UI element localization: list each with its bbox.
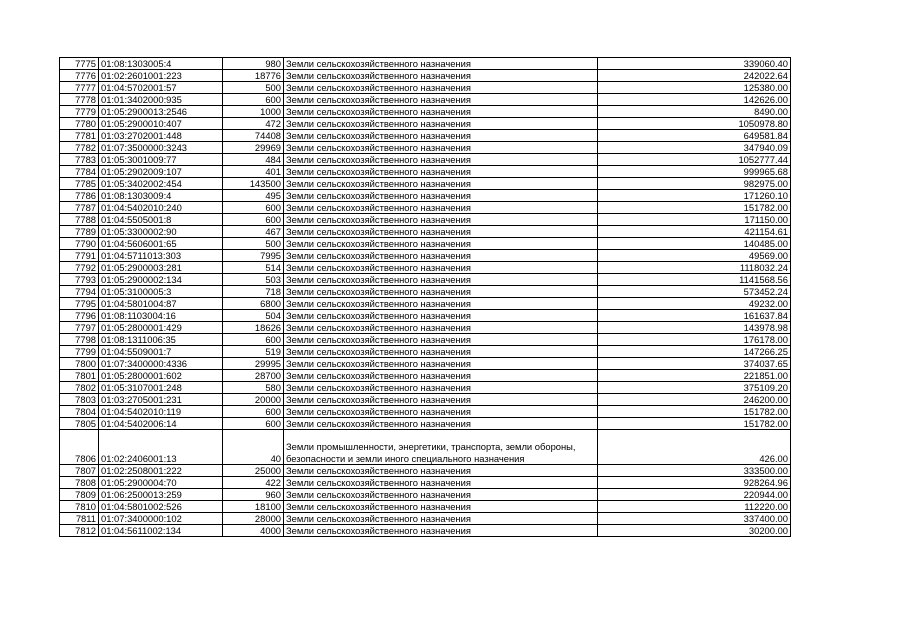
cadastral-number-cell: 01:05:2900002:134 <box>99 274 223 286</box>
table-row <box>60 394 791 406</box>
row-number-cell: 7782 <box>60 142 99 154</box>
row-number-cell: 7805 <box>60 418 99 430</box>
row-number-cell: 7777 <box>60 82 99 94</box>
land-category-cell: Земли сельскохозяйственного назначения <box>284 358 598 370</box>
area-cell: 18100 <box>223 501 284 513</box>
area-cell: 718 <box>223 286 284 298</box>
cadastral-value-cell: 143978.98 <box>598 322 791 334</box>
land-category-cell: Земли сельскохозяйственного назначения <box>284 142 598 154</box>
cadastral-value-cell: 221851.00 <box>598 370 791 382</box>
row-number-cell: 7796 <box>60 310 99 322</box>
table-row <box>60 382 791 394</box>
cadastral-number-cell: 01:04:5505001:8 <box>99 214 223 226</box>
cadastral-number-cell: 01:07:3400000:102 <box>99 513 223 525</box>
table-row <box>60 298 791 310</box>
area-cell: 600 <box>223 94 284 106</box>
cadastral-value-cell: 140485.00 <box>598 238 791 250</box>
cadastral-number-cell: 01:07:3400000:4336 <box>99 358 223 370</box>
cadastral-number-cell: 01:04:5402010:240 <box>99 202 223 214</box>
land-category-cell: Земли сельскохозяйственного назначения <box>284 489 598 501</box>
cadastral-value-cell: 333500.00 <box>598 465 791 477</box>
cadastral-number-cell: 01:05:2900010:407 <box>99 118 223 130</box>
cadastral-value-cell: 125380.00 <box>598 82 791 94</box>
cadastral-value-cell: 982975.00 <box>598 178 791 190</box>
row-number-cell: 7803 <box>60 394 99 406</box>
land-category-cell: Земли сельскохозяйственного назначения <box>284 118 598 130</box>
table-row <box>60 190 791 202</box>
land-category-cell: Земли сельскохозяйственного назначения <box>284 226 598 238</box>
area-cell: 495 <box>223 190 284 202</box>
cadastral-value-cell: 337400.00 <box>598 513 791 525</box>
table-row <box>60 142 791 154</box>
land-category-cell: Земли сельскохозяйственного назначения <box>284 286 598 298</box>
area-cell: 29969 <box>223 142 284 154</box>
area-cell: 503 <box>223 274 284 286</box>
cadastral-value-cell: 220944.00 <box>598 489 791 501</box>
row-number-cell: 7802 <box>60 382 99 394</box>
area-cell: 29995 <box>223 358 284 370</box>
cadastral-value-cell: 151782.00 <box>598 418 791 430</box>
land-category-cell: Земли сельскохозяйственного назначения <box>284 346 598 358</box>
table-row <box>60 70 791 82</box>
land-category-cell: Земли сельскохозяйственного назначения <box>284 190 598 202</box>
area-cell: 600 <box>223 214 284 226</box>
row-number-cell: 7785 <box>60 178 99 190</box>
row-number-cell: 7780 <box>60 118 99 130</box>
cadastral-number-cell: 01:08:1103004:16 <box>99 310 223 322</box>
area-cell: 422 <box>223 477 284 489</box>
land-category-cell: Земли сельскохозяйственного назначения <box>284 513 598 525</box>
area-cell: 500 <box>223 238 284 250</box>
row-number-cell: 7778 <box>60 94 99 106</box>
land-category-cell: Земли сельскохозяйственного назначения <box>284 214 598 226</box>
area-cell: 472 <box>223 118 284 130</box>
table-row <box>60 130 791 142</box>
table-row <box>60 525 791 537</box>
cadastral-value-cell: 171260.10 <box>598 190 791 202</box>
land-plots-table <box>59 57 791 537</box>
cadastral-number-cell: 01:04:5611002:134 <box>99 525 223 537</box>
land-category-cell: Земли сельскохозяйственного назначения <box>284 310 598 322</box>
row-number-cell: 7811 <box>60 513 99 525</box>
cadastral-number-cell: 01:03:2702001:448 <box>99 130 223 142</box>
land-category-cell: Земли сельскохозяйственного назначения <box>284 274 598 286</box>
land-category-cell: Земли сельскохозяйственного назначения <box>284 298 598 310</box>
area-cell: 74408 <box>223 130 284 142</box>
table-row <box>60 465 791 477</box>
table-row <box>60 166 791 178</box>
land-category-cell: Земли сельскохозяйственного назначения <box>284 166 598 178</box>
cadastral-number-cell: 01:08:1303009:4 <box>99 190 223 202</box>
cadastral-value-cell: 30200.00 <box>598 525 791 537</box>
cadastral-value-cell: 246200.00 <box>598 394 791 406</box>
land-category-cell: Земли сельскохозяйственного назначения <box>284 370 598 382</box>
row-number-cell: 7795 <box>60 298 99 310</box>
cadastral-value-cell: 573452.24 <box>598 286 791 298</box>
row-number-cell: 7793 <box>60 274 99 286</box>
land-category-cell: Земли сельскохозяйственного назначения <box>284 334 598 346</box>
table-row <box>60 346 791 358</box>
table-row <box>60 489 791 501</box>
table-row <box>60 94 791 106</box>
land-category-cell: Земли сельскохозяйственного назначения <box>284 106 598 118</box>
table-row <box>60 274 791 286</box>
table-row <box>60 430 791 465</box>
land-category-cell: Земли промышленности, энергетики, транспорта, земли обороны, безопасности и земли иного специального назначения <box>284 430 598 465</box>
row-number-cell: 7797 <box>60 322 99 334</box>
cadastral-value-cell: 374037.65 <box>598 358 791 370</box>
land-category-cell: Земли сельскохозяйственного назначения <box>284 238 598 250</box>
land-category-cell: Земли сельскохозяйственного назначения <box>284 178 598 190</box>
table-body <box>60 58 791 537</box>
cadastral-value-cell: 112220.00 <box>598 501 791 513</box>
cadastral-number-cell: 01:04:5702001:57 <box>99 82 223 94</box>
cadastral-value-cell: 1118032.24 <box>598 262 791 274</box>
cadastral-number-cell: 01:05:2902009:107 <box>99 166 223 178</box>
cadastral-value-cell: 176178.00 <box>598 334 791 346</box>
table-row <box>60 477 791 489</box>
row-number-cell: 7776 <box>60 70 99 82</box>
cadastral-number-cell: 01:04:5801002:526 <box>99 501 223 513</box>
cadastral-value-cell: 171150.00 <box>598 214 791 226</box>
land-category-cell: Земли сельскохозяйственного назначения <box>284 202 598 214</box>
cadastral-number-cell: 01:05:3100005:3 <box>99 286 223 298</box>
table-row <box>60 118 791 130</box>
cadastral-number-cell: 01:05:3402002:454 <box>99 178 223 190</box>
row-number-cell: 7784 <box>60 166 99 178</box>
cadastral-value-cell: 8490.00 <box>598 106 791 118</box>
area-cell: 500 <box>223 82 284 94</box>
area-cell: 580 <box>223 382 284 394</box>
cadastral-number-cell: 01:08:1303005:4 <box>99 58 223 70</box>
area-cell: 514 <box>223 262 284 274</box>
land-category-cell: Земли сельскохозяйственного назначения <box>284 465 598 477</box>
table-row <box>60 202 791 214</box>
area-cell: 40 <box>223 430 284 465</box>
cadastral-number-cell: 01:02:2508001:222 <box>99 465 223 477</box>
row-number-cell: 7788 <box>60 214 99 226</box>
area-cell: 28700 <box>223 370 284 382</box>
row-number-cell: 7798 <box>60 334 99 346</box>
cadastral-number-cell: 01:01:3402000:935 <box>99 94 223 106</box>
document-page <box>59 57 791 537</box>
cadastral-number-cell: 01:06:2500013:259 <box>99 489 223 501</box>
cadastral-value-cell: 928264.96 <box>598 477 791 489</box>
cadastral-value-cell: 147266.25 <box>598 346 791 358</box>
land-category-cell: Земли сельскохозяйственного назначения <box>284 382 598 394</box>
land-category-cell: Земли сельскохозяйственного назначения <box>284 94 598 106</box>
area-cell: 519 <box>223 346 284 358</box>
cadastral-value-cell: 339060.40 <box>598 58 791 70</box>
row-number-cell: 7809 <box>60 489 99 501</box>
cadastral-value-cell: 49569.00 <box>598 250 791 262</box>
cadastral-number-cell: 01:05:3001009:77 <box>99 154 223 166</box>
table-row <box>60 82 791 94</box>
row-number-cell: 7789 <box>60 226 99 238</box>
land-category-cell: Земли сельскохозяйственного назначения <box>284 322 598 334</box>
table-row <box>60 334 791 346</box>
cadastral-number-cell: 01:02:2406001:13 <box>99 430 223 465</box>
cadastral-value-cell: 1141568.56 <box>598 274 791 286</box>
row-number-cell: 7801 <box>60 370 99 382</box>
area-cell: 980 <box>223 58 284 70</box>
cadastral-value-cell: 649581.84 <box>598 130 791 142</box>
area-cell: 18776 <box>223 70 284 82</box>
area-cell: 1000 <box>223 106 284 118</box>
row-number-cell: 7812 <box>60 525 99 537</box>
land-category-cell: Земли сельскохозяйственного назначения <box>284 154 598 166</box>
cadastral-value-cell: 426.00 <box>598 430 791 465</box>
cadastral-number-cell: 01:05:2900003:281 <box>99 262 223 274</box>
land-category-cell: Земли сельскохозяйственного назначения <box>284 394 598 406</box>
area-cell: 484 <box>223 154 284 166</box>
area-cell: 960 <box>223 489 284 501</box>
cadastral-number-cell: 01:05:2800001:602 <box>99 370 223 382</box>
table-row <box>60 106 791 118</box>
area-cell: 7995 <box>223 250 284 262</box>
row-number-cell: 7787 <box>60 202 99 214</box>
land-category-cell: Земли сельскохозяйственного назначения <box>284 525 598 537</box>
cadastral-number-cell: 01:04:5801004:87 <box>99 298 223 310</box>
table-row <box>60 501 791 513</box>
table-row <box>60 370 791 382</box>
table-row <box>60 358 791 370</box>
row-number-cell: 7791 <box>60 250 99 262</box>
table-row <box>60 250 791 262</box>
cadastral-value-cell: 242022.64 <box>598 70 791 82</box>
area-cell: 25000 <box>223 465 284 477</box>
table-row <box>60 178 791 190</box>
cadastral-number-cell: 01:05:2800001:429 <box>99 322 223 334</box>
cadastral-number-cell: 01:07:3500000:3243 <box>99 142 223 154</box>
cadastral-number-cell: 01:08:1311006:35 <box>99 334 223 346</box>
land-category-cell: Земли сельскохозяйственного назначения <box>284 70 598 82</box>
cadastral-number-cell: 01:04:5606001:65 <box>99 238 223 250</box>
area-cell: 143500 <box>223 178 284 190</box>
row-number-cell: 7800 <box>60 358 99 370</box>
cadastral-number-cell: 01:05:2900004:70 <box>99 477 223 489</box>
row-number-cell: 7804 <box>60 406 99 418</box>
row-number-cell: 7792 <box>60 262 99 274</box>
area-cell: 600 <box>223 418 284 430</box>
area-cell: 401 <box>223 166 284 178</box>
cadastral-value-cell: 421154.61 <box>598 226 791 238</box>
area-cell: 6800 <box>223 298 284 310</box>
cadastral-value-cell: 49232.00 <box>598 298 791 310</box>
table-row <box>60 513 791 525</box>
table-row <box>60 238 791 250</box>
cadastral-value-cell: 161637.84 <box>598 310 791 322</box>
area-cell: 20000 <box>223 394 284 406</box>
land-category-cell: Земли сельскохозяйственного назначения <box>284 262 598 274</box>
table-row <box>60 226 791 238</box>
table-row <box>60 58 791 70</box>
land-category-cell: Земли сельскохозяйственного назначения <box>284 477 598 489</box>
land-category-cell: Земли сельскохозяйственного назначения <box>284 58 598 70</box>
cadastral-number-cell: 01:04:5402006:14 <box>99 418 223 430</box>
row-number-cell: 7808 <box>60 477 99 489</box>
row-number-cell: 7806 <box>60 430 99 465</box>
land-category-cell: Земли сельскохозяйственного назначения <box>284 250 598 262</box>
land-category-cell: Земли сельскохозяйственного назначения <box>284 130 598 142</box>
cadastral-value-cell: 1052777.44 <box>598 154 791 166</box>
cadastral-number-cell: 01:05:2900013:2546 <box>99 106 223 118</box>
table-row <box>60 406 791 418</box>
table-row <box>60 322 791 334</box>
land-category-cell: Земли сельскохозяйственного назначения <box>284 418 598 430</box>
cadastral-value-cell: 1050978.80 <box>598 118 791 130</box>
row-number-cell: 7781 <box>60 130 99 142</box>
area-cell: 467 <box>223 226 284 238</box>
cadastral-number-cell: 01:05:3107001:248 <box>99 382 223 394</box>
area-cell: 18626 <box>223 322 284 334</box>
cadastral-number-cell: 01:02:2601001:223 <box>99 70 223 82</box>
cadastral-value-cell: 347940.09 <box>598 142 791 154</box>
cadastral-number-cell: 01:03:2705001:231 <box>99 394 223 406</box>
cadastral-number-cell: 01:04:5509001:7 <box>99 346 223 358</box>
cadastral-value-cell: 151782.00 <box>598 406 791 418</box>
cadastral-number-cell: 01:04:5402010:119 <box>99 406 223 418</box>
cadastral-value-cell: 151782.00 <box>598 202 791 214</box>
cadastral-number-cell: 01:04:5711013:303 <box>99 250 223 262</box>
area-cell: 504 <box>223 310 284 322</box>
cadastral-value-cell: 375109.20 <box>598 382 791 394</box>
row-number-cell: 7790 <box>60 238 99 250</box>
area-cell: 4000 <box>223 525 284 537</box>
cadastral-value-cell: 142626.00 <box>598 94 791 106</box>
table-row <box>60 286 791 298</box>
area-cell: 28000 <box>223 513 284 525</box>
table-row <box>60 154 791 166</box>
row-number-cell: 7783 <box>60 154 99 166</box>
row-number-cell: 7794 <box>60 286 99 298</box>
land-category-cell: Земли сельскохозяйственного назначения <box>284 501 598 513</box>
land-category-cell: Земли сельскохозяйственного назначения <box>284 406 598 418</box>
area-cell: 600 <box>223 202 284 214</box>
cadastral-value-cell: 999965.68 <box>598 166 791 178</box>
row-number-cell: 7779 <box>60 106 99 118</box>
area-cell: 600 <box>223 406 284 418</box>
cadastral-number-cell: 01:05:3300002:90 <box>99 226 223 238</box>
land-category-cell: Земли сельскохозяйственного назначения <box>284 82 598 94</box>
row-number-cell: 7775 <box>60 58 99 70</box>
table-row <box>60 418 791 430</box>
row-number-cell: 7810 <box>60 501 99 513</box>
row-number-cell: 7807 <box>60 465 99 477</box>
table-row <box>60 262 791 274</box>
area-cell: 600 <box>223 334 284 346</box>
table-row <box>60 214 791 226</box>
row-number-cell: 7786 <box>60 190 99 202</box>
row-number-cell: 7799 <box>60 346 99 358</box>
table-row <box>60 310 791 322</box>
